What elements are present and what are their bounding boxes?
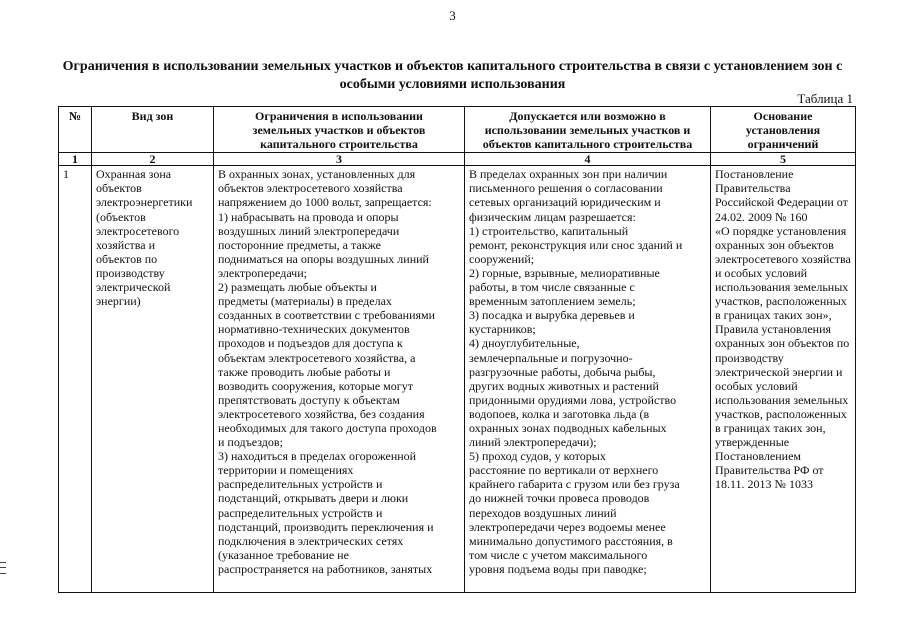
page-number: 3 bbox=[449, 8, 456, 23]
header-basis: Основание установления ограничений bbox=[711, 107, 856, 153]
zone-type-cell bbox=[92, 166, 214, 593]
header-allowed: Допускается или возможно в использовании земельных участков и объектов капитального строительства bbox=[465, 107, 711, 153]
scan-margin-mark bbox=[0, 562, 6, 574]
column-number-row bbox=[59, 153, 856, 166]
zone-type-text: Охранная зона объектов электроэнергетики (объектов электросетевого хозяйства и объектов по производству электрической энергии) bbox=[96, 167, 193, 309]
basis-text: Постановление Правительства Российской Федерации от 24.02. 2009 № 160 «О порядке установления охранных зон объектов электросетевого хозяйства и особых условий использования земельных участков, расположенных в границах таких зон», Правила установления охранных зон объектов по производству электрической энергии и особых условий использования земельных участков, расположенных в границах таких зон, утвержденные Постановлением Правительства РФ от 18.11. 2013 № 1033 bbox=[715, 167, 851, 492]
row-number bbox=[59, 166, 92, 593]
column-number: 1 bbox=[59, 153, 92, 166]
header-number: № bbox=[59, 107, 92, 153]
header-restrictions: Ограничения в использовании земельных участков и объектов капитального строительства bbox=[214, 107, 465, 153]
column-number: 4 bbox=[465, 153, 711, 166]
allowed-cell bbox=[465, 166, 711, 593]
table-header-row bbox=[59, 107, 856, 153]
restrictions-cell bbox=[214, 166, 465, 593]
row-number-text: 1 bbox=[63, 167, 69, 182]
table-row bbox=[59, 166, 856, 593]
basis-cell bbox=[711, 166, 856, 593]
restrictions-table bbox=[58, 106, 856, 593]
document-title: Ограничения в использовании земельных участков и объектов капитального строительства в связи с установлением зон с особыми условиями использования bbox=[62, 59, 843, 92]
header-zone-type: Вид зон bbox=[92, 107, 214, 153]
column-number: 3 bbox=[214, 153, 465, 166]
restrictions-text: В охранных зонах, установленных для объектов электросетевого хозяйства напряжением до 1000 вольт, запрещается: 1) набрасывать на провода и опоры воздушных линий электропередачи посторонние предметы, а также подниматься на опоры воздушных линий электропередачи; 2) размещать любые объекты и предметы (материалы) в пределах созданных в соответствии с требованиями нормативно-технических документов проходов и подъездов для доступа к объектам электросетевого хозяйства, а также проводить любые работы и возводить сооружения, которые могут препятствовать доступу к объектам электросетевого хозяйства, без создания необходимых для такого доступа проходов и подъездов; 3) находиться в пределах огороженной территории и помещениях распределительных устройств и подстанций, открывать двери и люки распределительных устройств и подстанций, производить переключения и подключения в электрических сетях (указанное требование не распространяется на работников, занятых bbox=[218, 167, 437, 576]
allowed-text: В пределах охранных зон при наличии письменного решения о согласовании сетевых организаций юридическим и физическим лицам разрешается: 1) строительство, капитальный ремонт, реконструкция или снос зданий и сооружений; 2) горные, взрывные, мелиоративные работы, в том числе связанные с временным затоплением земель; 3) посадка и вырубка деревьев и кустарников; 4) дноуглубительные, землечерпальные и погрузочно- разгрузочные работы, добыча рыбы, других водных животных и растений придонными орудиями лова, устройство водопоев, колка и заготовка льда (в охранных зонах подводных кабельных линий электропередачи); 5) проход судов, у которых расстояние по вертикали от верхнего крайнего габарита с грузом или без груза до нижней точки провеса проводов переходов воздушных линий электропередачи через водоемы менее минимально допустимого расстояния, в том числе с учетом максимального уровня подъема воды при паводке; bbox=[469, 167, 683, 576]
column-number: 5 bbox=[711, 153, 856, 166]
table-label: Таблица 1 bbox=[797, 91, 853, 106]
column-number: 2 bbox=[92, 153, 214, 166]
